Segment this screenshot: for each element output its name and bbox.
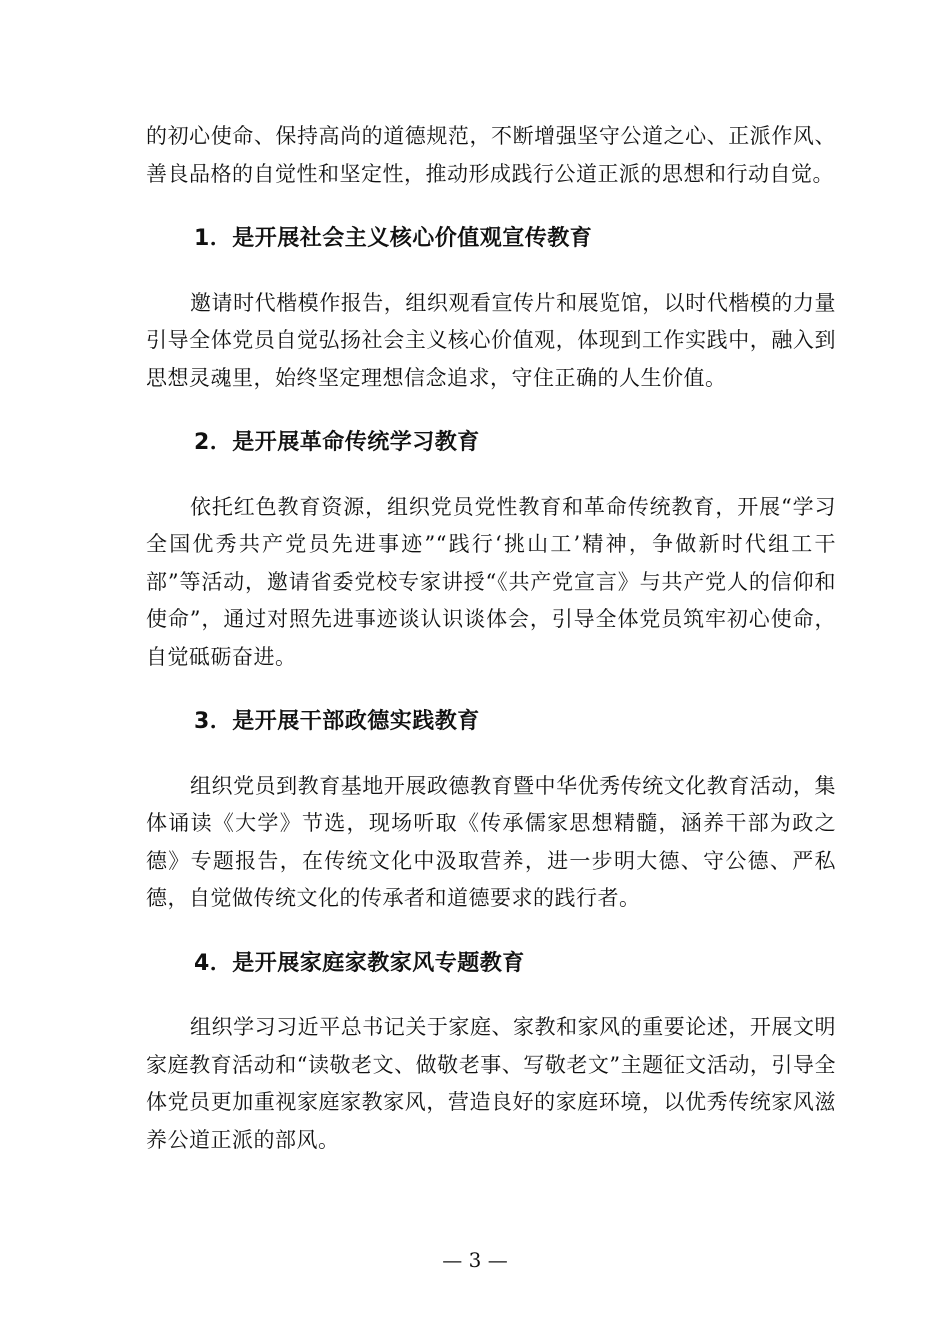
- section-heading-1: 1．是开展社会主义核心价值观宣传教育: [194, 226, 593, 251]
- section-body-2: 依托红色教育资源，组织党员党性教育和革命传统教育，开展“学习全国优秀共产党员先进事迹”“践行‘挑山工’精神，争做新时代组工干部”等活动，邀请省委党校专家讲授“《共产党宣言》与共产党人的信仰和使命”，通过对照先进事迹谈认识谈体会，引导全体党员筑牢初心使命，自觉砥砺奋进。: [146, 494, 836, 669]
- section-body-1: 邀请时代楷模作报告，组织观看宣传片和展览馆，以时代楷模的力量引导全体党员自觉弘扬社会主义核心价值观，体现到工作实践中，融入到思想灵魂里，始终坚定理想信念追求，守住正确的人生价值。: [146, 290, 836, 390]
- section-heading-4: 4．是开展家庭家教家风专题教育: [194, 950, 525, 976]
- intro-paragraph: 的初心使命、保持高尚的道德规范，不断增强坚守公道之心、正派作风、善良品格的自觉性和坚定性，推动形成践行公道正派的思想和行动自觉。: [146, 124, 836, 186]
- section-heading-3: 3．是开展干部政德实践教育: [194, 709, 480, 734]
- document-body: [146, 118, 836, 1159]
- section-body-3: 组织党员到教育基地开展政德教育暨中华优秀传统文化教育活动，集体诵读《大学》节选，现场听取《传承儒家思想精髓，涵养干部为政之德》专题报告，在传统文化中汲取营养，进一步明大德、守公德、严私德，自觉做传统文化的传承者和道德要求的践行者。: [146, 773, 836, 910]
- page-number: — 3 —: [442, 1248, 508, 1272]
- section-body-4: 组织学习习近平总书记关于家庭、家教和家风的重要论述，开展文明家庭教育活动和“读敬老文、做敬老事、写敬老文”主题征文活动，引导全体党员更加重视家庭家教家风，营造良好的家庭环境，以优秀传统家风滋养公道正派的部风。: [146, 1015, 836, 1152]
- section-heading-2: 2．是开展革命传统学习教育: [194, 430, 480, 455]
